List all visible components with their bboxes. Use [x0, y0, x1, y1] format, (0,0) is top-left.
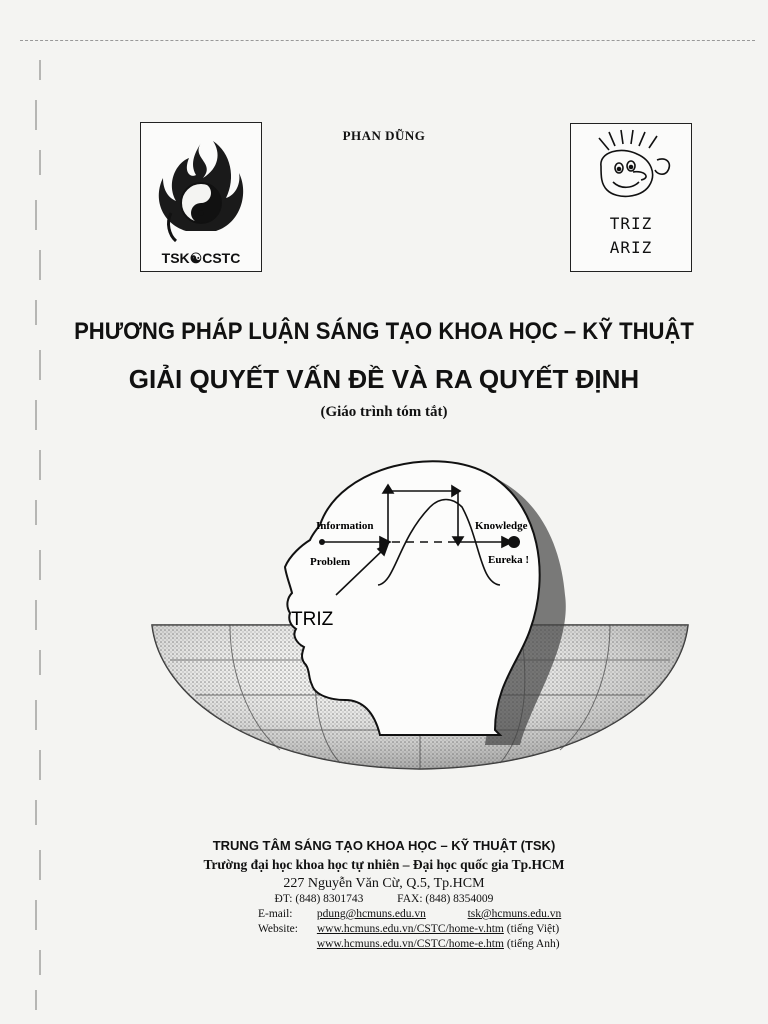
thinking-face-icon: [571, 126, 691, 206]
website-link-vi[interactable]: www.hcmuns.edu.vn/CSTC/home-v.htm: [316, 923, 504, 935]
email-label: E-mail:: [258, 908, 293, 920]
website-note-en: (tiếng Anh): [506, 938, 560, 950]
email-link-2[interactable]: tsk@hcmuns.edu.vn: [467, 908, 562, 920]
logo-right-line2: ARIZ: [609, 238, 653, 257]
label-information: Information: [316, 520, 374, 532]
website-note-vi: (tiếng Việt): [506, 923, 560, 935]
footer-email-row: [258, 908, 561, 920]
title-line-2: GIẢI QUYẾT VẤN ĐỀ VÀ RA QUYẾT ĐỊNH: [128, 364, 640, 394]
footer-address: 227 Nguyễn Văn Cừ, Q.5, Tp.HCM: [283, 876, 485, 891]
label-knowledge: Knowledge: [475, 520, 528, 532]
logo-left-label: TSK☯CSTC: [161, 250, 241, 266]
subtitle: (Giáo trình tóm tắt): [320, 404, 448, 420]
footer-org: TRUNG TÂM SÁNG TẠO KHOA HỌC – KỸ THUẬT (TSK): [212, 838, 556, 853]
logo-right-line1: TRIZ: [609, 214, 653, 233]
triz-ariz-logo: [570, 123, 692, 272]
title-line-1: PHƯƠNG PHÁP LUẬN SÁNG TẠO KHOA HỌC – KỸ THUẬT: [74, 318, 694, 345]
tsk-cstc-logo: [140, 122, 262, 272]
author-name: PHAN DŨNG: [342, 128, 426, 143]
page-top-edge: [20, 40, 755, 41]
problem-dot: [319, 539, 325, 545]
footer-phone-fax: [0, 893, 768, 905]
label-triz: TRIZ: [291, 609, 334, 630]
footer-phone: ĐT: (848) 8301743: [274, 893, 364, 905]
head-silhouette: [285, 461, 540, 735]
eureka-dot: [508, 536, 520, 548]
email-link-1[interactable]: pdung@hcmuns.edu.vn: [316, 908, 426, 920]
label-problem: Problem: [310, 556, 351, 568]
website-label: Website:: [258, 923, 298, 935]
footer-website-en-row: [258, 938, 560, 950]
label-eureka: Eureka !: [488, 554, 530, 566]
website-link-en[interactable]: www.hcmuns.edu.vn/CSTC/home-e.htm: [316, 938, 504, 950]
footer-university: Trường đại học khoa học tự nhiên – Đại học quốc gia Tp.HCM: [203, 857, 565, 872]
footer-website-row: [258, 923, 559, 935]
head-diagram: [140, 445, 700, 775]
footer-fax: FAX: (848) 8354009: [397, 893, 494, 905]
